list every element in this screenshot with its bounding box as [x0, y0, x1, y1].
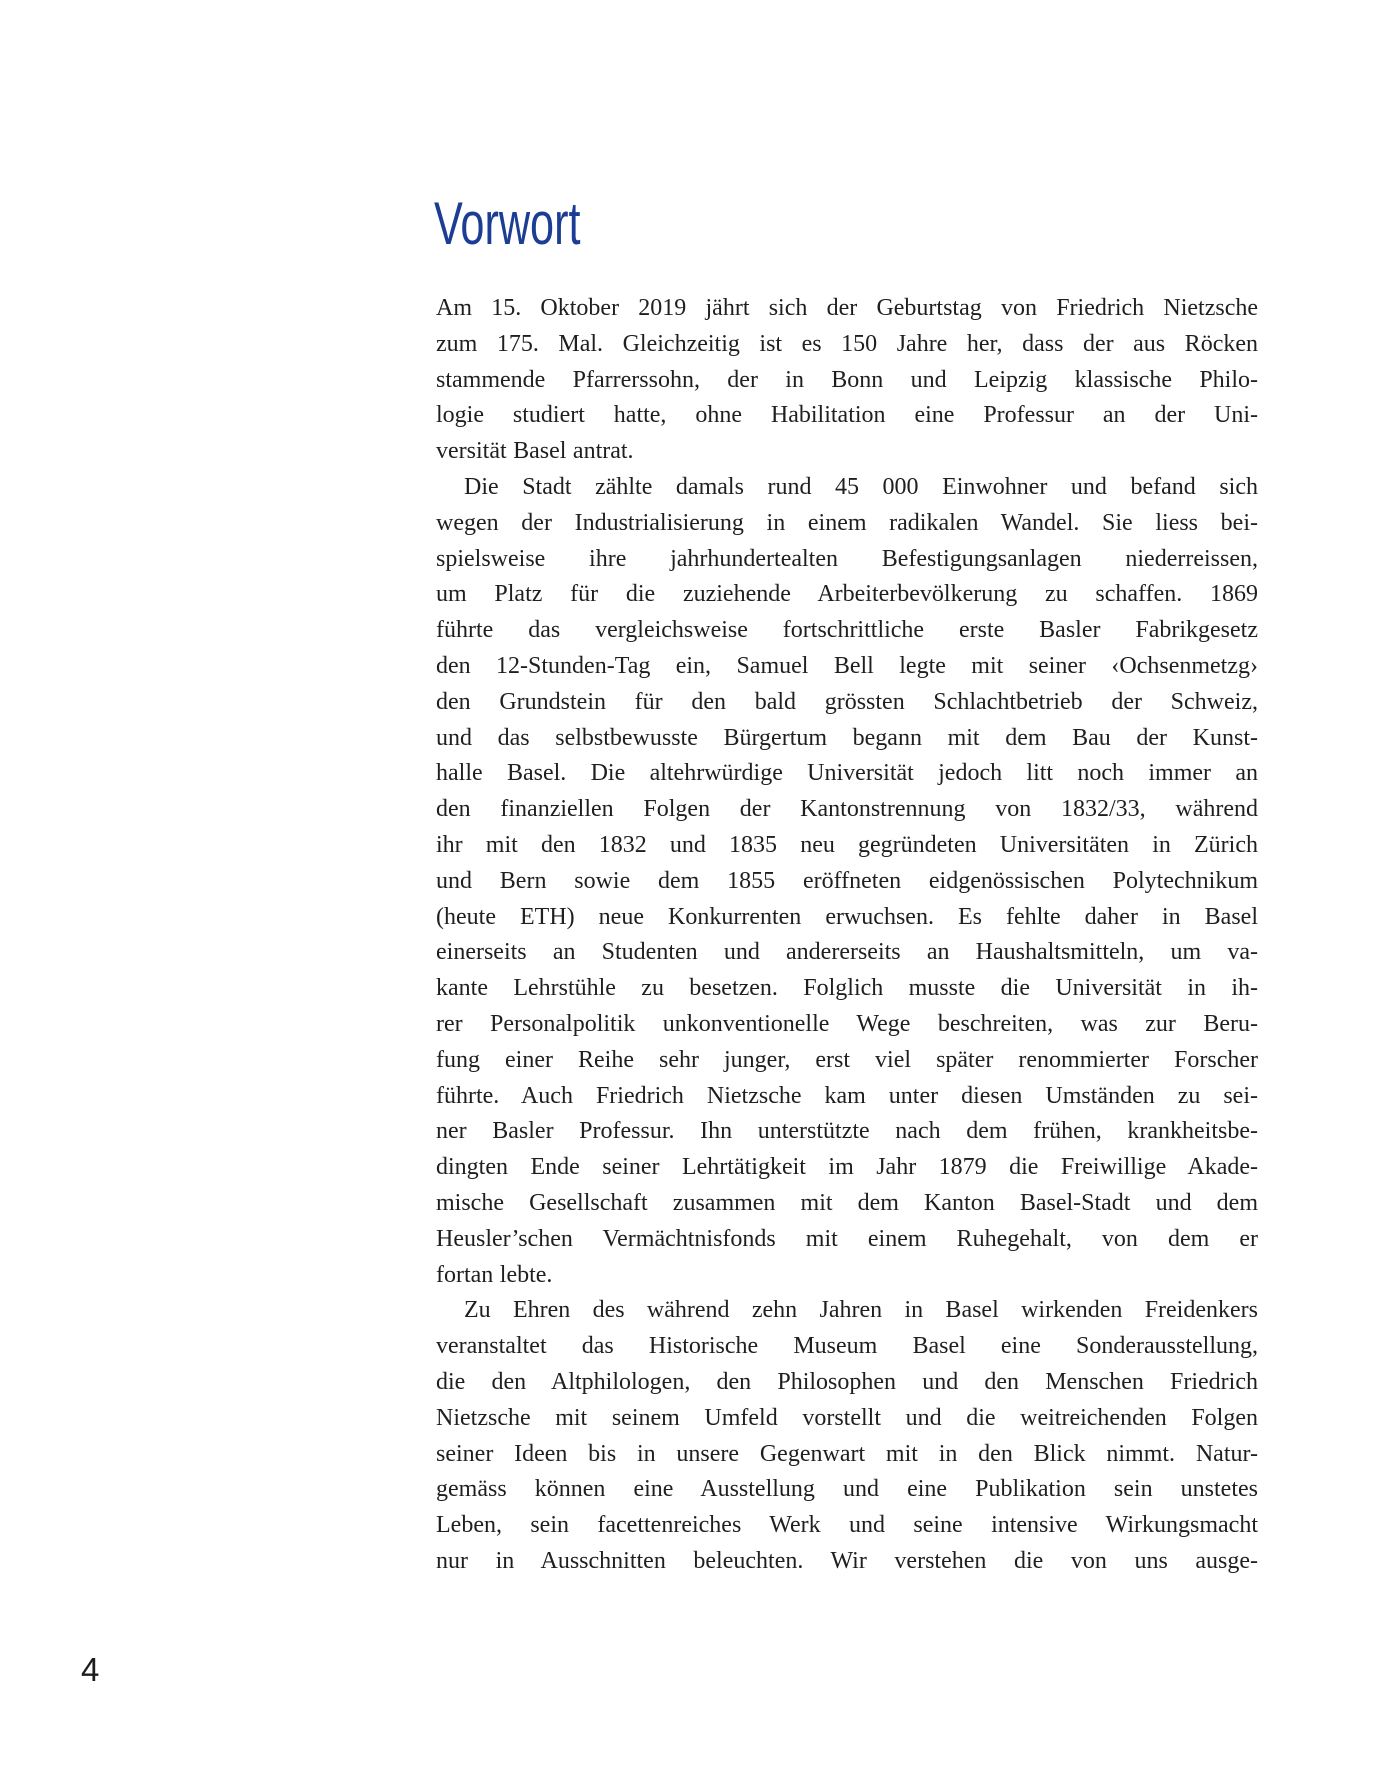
text-line: den 12-Stunden-Tag ein, Samuel Bell legte mit seiner ‹Ochsenmetzg›	[436, 652, 1258, 679]
text-line: und das selbstbewusste Bürgertum begann mit dem Bau der Kunst-	[436, 724, 1258, 751]
text-line: kante Lehrstühle zu besetzen. Folglich musste die Universität in ih-	[436, 975, 1258, 1002]
text-line: ner Basler Professur. Ihn unterstützte nach dem frühen, krankheitsbe-	[436, 1118, 1258, 1145]
text-line: gemäss können eine Ausstellung und eine Publikation sein unstetes	[436, 1476, 1258, 1503]
body-text	[436, 291, 1258, 1580]
text-line: veranstaltet das Historische Museum Basel eine Sonderausstellung,	[436, 1333, 1258, 1360]
text-line: mische Gesellschaft zusammen mit dem Kanton Basel-Stadt und dem	[436, 1189, 1258, 1216]
text-line: nur in Ausschnitten beleuchten. Wir verstehen die von uns ausge-	[436, 1547, 1258, 1574]
text-line: dingten Ende seiner Lehrtätigkeit im Jahr 1879 die Freiwillige Akade-	[436, 1154, 1258, 1181]
text-line: die den Altphilologen, den Philosophen und den Menschen Friedrich	[436, 1368, 1258, 1395]
text-line: Nietzsche mit seinem Umfeld vorstellt und die weitreichenden Folgen	[436, 1404, 1258, 1431]
page-title: Vorwort	[434, 190, 581, 257]
text-line: seiner Ideen bis in unsere Gegenwart mit in den Blick nimmt. Natur-	[436, 1440, 1258, 1467]
text-line: führte. Auch Friedrich Nietzsche kam unter diesen Umständen zu sei-	[436, 1082, 1258, 1109]
text-line: stammende Pfarrerssohn, der in Bonn und Leipzig klassische Philo-	[436, 366, 1258, 393]
text-line: wegen der Industrialisierung in einem radikalen Wandel. Sie liess bei-	[436, 509, 1258, 536]
text-line: spielsweise ihre jahrhundertealten Befestigungsanlagen niederreissen,	[436, 545, 1258, 572]
text-line: Zu Ehren des während zehn Jahren in Basel wirkenden Freidenkers	[464, 1297, 1258, 1324]
text-line: versität Basel antrat.	[436, 438, 634, 465]
text-line: Die Stadt zählte damals rund 45 000 Einwohner und befand sich	[464, 473, 1258, 500]
text-line: um Platz für die zuziehende Arbeiterbevölkerung zu schaffen. 1869	[436, 581, 1258, 608]
text-line: logie studiert hatte, ohne Habilitation eine Professur an der Uni-	[436, 402, 1258, 429]
text-line: zum 175. Mal. Gleichzeitig ist es 150 Jahre her, dass der aus Röcken	[436, 330, 1258, 357]
text-line: rer Personalpolitik unkonventionelle Wege beschreiten, was zur Beru-	[436, 1010, 1258, 1037]
text-line: fortan lebte.	[436, 1261, 553, 1288]
text-line: Leben, sein facettenreiches Werk und seine intensive Wirkungsmacht	[436, 1512, 1258, 1539]
text-line: fung einer Reihe sehr junger, erst viel später renommierter Forscher	[436, 1046, 1258, 1073]
text-line: führte das vergleichsweise fortschrittliche erste Basler Fabrikgesetz	[436, 617, 1258, 644]
text-line: und Bern sowie dem 1855 eröffneten eidgenössischen Polytechnikum	[436, 867, 1258, 894]
text-line: ihr mit den 1832 und 1835 neu gegründeten Universitäten in Zürich	[436, 831, 1258, 858]
text-line: den finanziellen Folgen der Kantonstrennung von 1832/33, während	[436, 796, 1258, 823]
page-number: 4	[81, 1651, 100, 1688]
text-line: halle Basel. Die altehrwürdige Universität jedoch litt noch immer an	[436, 760, 1258, 787]
text-line: Am 15. Oktober 2019 jährt sich der Geburtstag von Friedrich Nietzsche	[436, 295, 1258, 321]
text-line: (heute ETH) neue Konkurrenten erwuchsen. Es fehlte daher in Basel	[436, 903, 1258, 930]
text-line: Heusler’schen Vermächtnisfonds mit einem Ruhegehalt, von dem er	[436, 1225, 1258, 1252]
text-line: den Grundstein für den bald grössten Schlachtbetrieb der Schweiz,	[436, 688, 1258, 715]
text-line: einerseits an Studenten und andererseits an Haushaltsmitteln, um va-	[436, 939, 1258, 966]
